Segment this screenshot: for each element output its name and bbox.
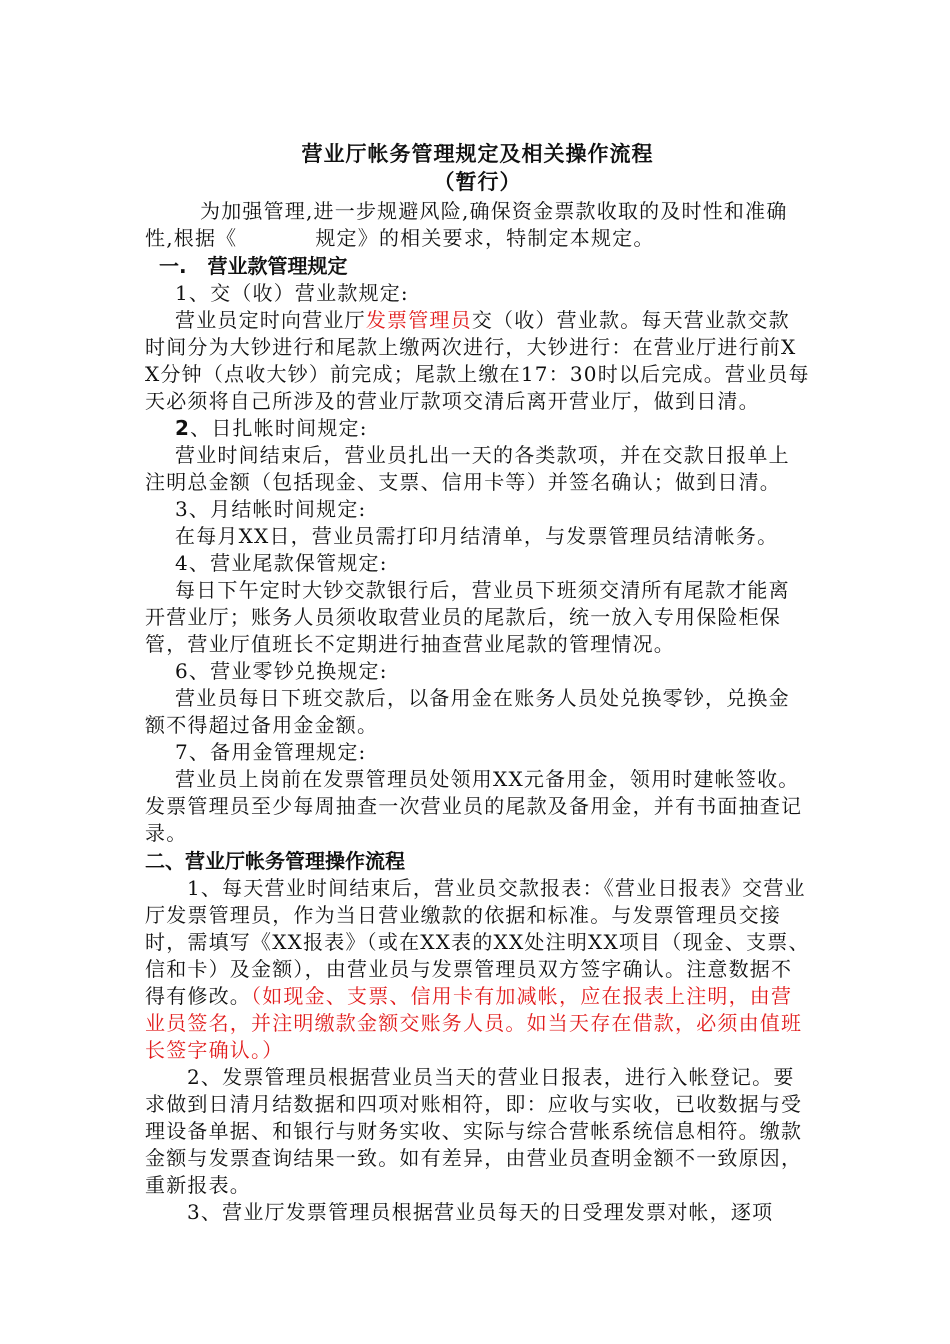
item-2-label: 2、日扎帐时间规定:	[175, 416, 368, 440]
section-1-heading: 一. 营业款管理规定	[159, 254, 348, 278]
item-7-label: 7、备用金管理规定:	[175, 740, 367, 764]
highlight-invoice-manager: 发票管理员	[365, 308, 472, 332]
item-3-body: 在每月XX日，营业员需打印月结清单，与发票管理员结清帐务。	[175, 524, 779, 548]
flow-paragraph-1-note: （如现金、支票、信用卡有加减帐，应在报表上注明，由营业员签名，并注明缴款金额交账务人员。如当天存在借款，必须由值班长签字确认。）	[145, 984, 803, 1062]
flow-paragraph-1: 1、每天营业时间结束后，营业员交款报表：《营业日报表》交营业厅发票管理员，作为当日营业缴款的依据和标准。与发票管理员交接时，需填写《XX报表》（或在XX表的XX处注明XX项目（现金、支票、信和卡）及金额），由营业员与发票管理员双方签字确认。注意数据不得有修改。（如现金、支票、信用卡有加减帐，应在报表上注明，由营业员签名，并注明缴款金额交账务人员。如当天存在借款，必须由值班长签字确认。）	[145, 876, 810, 1062]
section-2-heading: 二、营业厅帐务管理操作流程	[145, 849, 405, 873]
item-6-label: 6、营业零钞兑换规定:	[175, 659, 388, 683]
item-1-body: 营业员定时向营业厅发票管理员交（收）营业款。每天营业款交款时间分为大钞进行和尾款上缴两次进行，大钞进行：在营业厅进行前XX分钟（点收大钞）前完成；尾款上缴在17：30时以后完成。营业员每天必须将自己所涉及的营业厅款项交清后离开营业厅，做到日清。	[145, 308, 810, 413]
intro-paragraph: 为加强管理,进一步规避风险,确保资金票款收取的及时性和准确性,根据《 规定》的相关要求，特制定本规定。	[145, 199, 788, 250]
item-2-body: 营业时间结束后，营业员扎出一天的各类款项，并在交款日报单上注明总金额（包括现金、支票、信用卡等）并签名确认；做到日清。	[145, 443, 790, 494]
item-3-label: 3、月结帐时间规定:	[175, 497, 367, 521]
page-title: 营业厅帐务管理规定及相关操作流程	[301, 142, 654, 166]
page-subtitle: （暂行）	[433, 170, 522, 194]
item-6-body: 营业员每日下班交款后，以备用金在账务人员处兑换零钞，兑换金额不得超过备用金金额。	[145, 686, 790, 737]
item-4-body: 每日下午定时大钞交款银行后，营业员下班须交清所有尾款才能离开营业厅；账务人员须收取营业员的尾款后，统一放入专用保险柜保管，营业厅值班长不定期进行抽查营业尾款的管理情况。	[145, 578, 790, 656]
item-4-label: 4、营业尾款保管规定:	[175, 551, 388, 575]
document-body	[145, 140, 810, 1226]
flow-paragraph-2: 2、发票管理员根据营业员当天的营业日报表，进行入帐登记。要求做到日清月结数据和四项对账相符，即：应收与实收，已收数据与受理设备单据、和银行与财务实收、实际与综合营帐系统信息相符。缴款金额与发票查询结果一致。如有差异，由营业员查明金额不一致原因，重新报表。	[145, 1065, 803, 1197]
flow-paragraph-3: 3、营业厅发票管理员根据营业员每天的日受理发票对帐，逐项	[187, 1200, 774, 1224]
item-1-label: 1、交（收）营业款规定:	[175, 281, 409, 305]
item-7-body: 营业员上岗前在发票管理员处领用XX元备用金，领用时建帐签收。发票管理员至少每周抽查一次营业员的尾款及备用金，并有书面抽查记录。	[145, 767, 803, 845]
